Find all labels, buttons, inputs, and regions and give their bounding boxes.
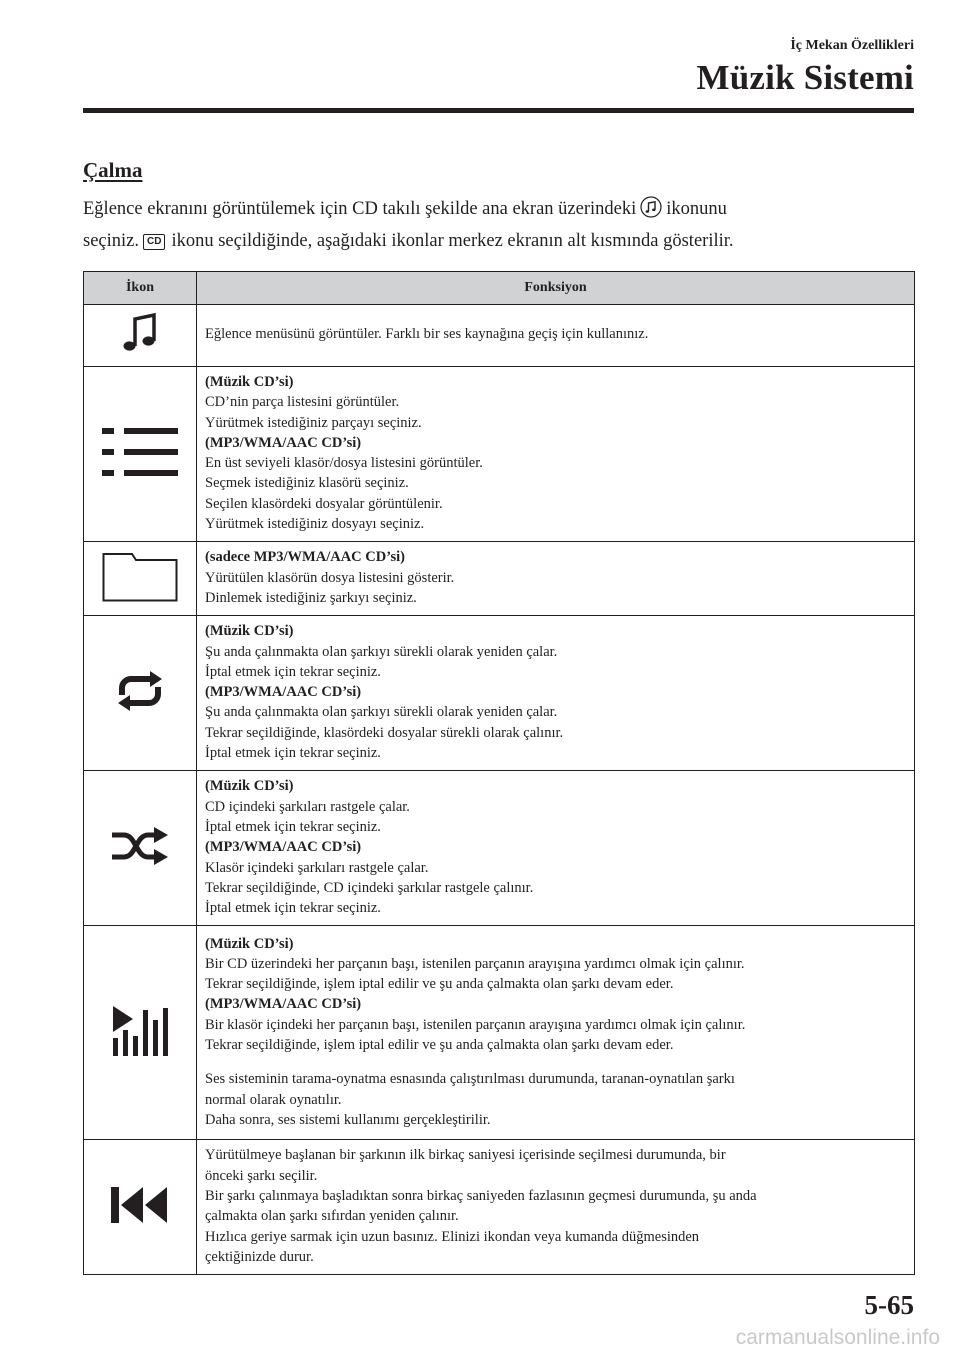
description-line: normal olarak oynatılır. (205, 1091, 342, 1108)
description-line: önceki şarkı seçilir. (205, 1167, 318, 1184)
table-row (84, 1140, 915, 1275)
function-description (197, 616, 915, 771)
description-line: Yürütmek istediğiniz dosyayı seçiniz. (205, 516, 425, 533)
description-line: Yürütülen klasörün dosya listesini gösterir. (205, 569, 455, 586)
description-line: Daha sonra, ses sistemi kullanımı gerçekleştirilir. (205, 1111, 491, 1128)
intro-paragraph (83, 195, 923, 255)
music-note-icon (640, 196, 662, 227)
description-subheading: (Müzik CD’si) (205, 623, 294, 640)
description-line: İptal etmek için tekrar seçiniz. (205, 745, 381, 762)
table-row (84, 542, 915, 616)
icon-function-table (83, 271, 915, 1275)
repeat-icon (84, 616, 197, 771)
description-line: İptal etmek için tekrar seçiniz. (205, 900, 381, 917)
description-line: çalmakta olan şarkı sıfırdan yeniden çalınır. (205, 1208, 459, 1225)
description-line: Hızlıca geriye sarmak için uzun basınız. Elinizi ikondan veya kumanda düğmesinden (205, 1228, 700, 1245)
table-row (84, 367, 915, 542)
watermark: carmanualsonline.info (735, 1326, 940, 1349)
description-line: İptal etmek için tekrar seçiniz. (205, 818, 381, 835)
description-line: Ses sisteminin tarama-oynatma esnasında çalıştırılması durumunda, taranan-oynatılan şarkı (205, 1071, 735, 1088)
scan-icon (84, 926, 197, 1140)
music-note-icon (84, 305, 197, 367)
description-line: Bir şarkı çalınmaya başladıktan sonra birkaç saniyeden fazlasının geçmesi durumunda, şu anda (205, 1188, 757, 1205)
function-description (197, 1140, 915, 1275)
description-line: Tekrar seçildiğinde, işlem iptal edilir ve şu anda çalmakta olan şarkı devam eder. (205, 976, 674, 993)
description-subheading: (MP3/WMA/AAC CD’si) (205, 839, 362, 856)
description-subheading: (sadece MP3/WMA/AAC CD’si) (205, 549, 405, 566)
description-line: Yürütülmeye başlanan bir şarkının ilk birkaç saniyesi içerisinde seçilmesi durumunda, bir (205, 1147, 726, 1164)
description-subheading: (MP3/WMA/AAC CD’si) (205, 996, 362, 1013)
function-description (197, 367, 915, 542)
description-line: En üst seviyeli klasör/dosya listesini görüntüler. (205, 455, 483, 472)
description-subheading: (MP3/WMA/AAC CD’si) (205, 684, 362, 701)
folder-icon (84, 542, 197, 616)
skip-previous-icon (84, 1140, 197, 1275)
description-line: Yürütmek istediğiniz parçayı seçiniz. (205, 414, 422, 431)
section-kicker: İç Mekan Özellikleri (790, 38, 914, 53)
intro-text: seçiniz. (83, 231, 139, 251)
table-row (84, 616, 915, 771)
description-line: Bir CD üzerindeki her parçanın başı, istenilen parçanın arayışına yardımcı olmak için çalınır. (205, 955, 745, 972)
page-number: 5-65 (864, 1290, 914, 1320)
description-line: Klasör içindeki şarkıları rastgele çalar. (205, 859, 429, 876)
function-description (197, 771, 915, 926)
description-line: Bir klasör içindeki her parçanın başı, istenilen parçanın arayışına yardımcı olmak için çalınır. (205, 1016, 746, 1033)
cd-icon: CD (143, 234, 165, 250)
description-line: Eğlence menüsünü görüntüler. Farklı bir ses kaynağına geçiş için kullanınız. (205, 326, 649, 343)
description-subheading: (Müzik CD’si) (205, 935, 294, 952)
description-line: Tekrar seçildiğinde, klasördeki dosyalar sürekli olarak çalınır. (205, 724, 564, 741)
description-line: Şu anda çalınmakta olan şarkıyı sürekli olarak yeniden çalar. (205, 643, 558, 660)
table-row (84, 305, 915, 367)
function-description (197, 305, 915, 367)
description-line: Tekrar seçildiğinde, CD içindeki şarkılar rastgele çalınır. (205, 879, 534, 896)
description-subheading: (Müzik CD’si) (205, 374, 294, 390)
column-header-function: Fonksiyon (197, 272, 915, 305)
intro-text: ikonu seçildiğinde, aşağıdaki ikonlar merkez ekranın alt kısmında gösterilir. (171, 231, 734, 251)
description-line: çektiğinizde durur. (205, 1248, 314, 1265)
header-rule (83, 108, 914, 113)
description-subheading: (MP3/WMA/AAC CD’si) (205, 434, 362, 451)
description-line: Seçmek istediğiniz klasörü seçiniz. (205, 475, 409, 492)
description-line: CD içindeki şarkıları rastgele çalar. (205, 798, 410, 815)
description-line: CD’nin parça listesini görüntüler. (205, 394, 400, 411)
list-icon (84, 367, 197, 542)
function-description (197, 542, 915, 616)
description-line: Seçilen klasördeki dosyalar görüntülenir. (205, 495, 443, 512)
description-line: İptal etmek için tekrar seçiniz. (205, 663, 381, 680)
column-header-icon: İkon (84, 272, 197, 305)
paragraph-gap (205, 1055, 904, 1069)
table-row (84, 926, 915, 1140)
section-title: Müzik Sistemi (696, 58, 914, 97)
page-heading: Çalma (83, 158, 143, 182)
description-line: Şu anda çalınmakta olan şarkıyı sürekli olarak yeniden çalar. (205, 704, 558, 721)
description-line: Dinlemek istediğiniz şarkıyı seçiniz. (205, 589, 417, 606)
intro-text: Eğlence ekranını görüntülemek için CD takılı şekilde ana ekran üzerindeki (83, 199, 637, 219)
shuffle-icon (84, 771, 197, 926)
description-line: Tekrar seçildiğinde, işlem iptal edilir ve şu anda çalmakta olan şarkı devam eder. (205, 1037, 674, 1054)
table-row (84, 771, 915, 926)
function-description (197, 926, 915, 1140)
description-subheading: (Müzik CD’si) (205, 778, 294, 795)
intro-text: ikonunu (666, 199, 727, 219)
